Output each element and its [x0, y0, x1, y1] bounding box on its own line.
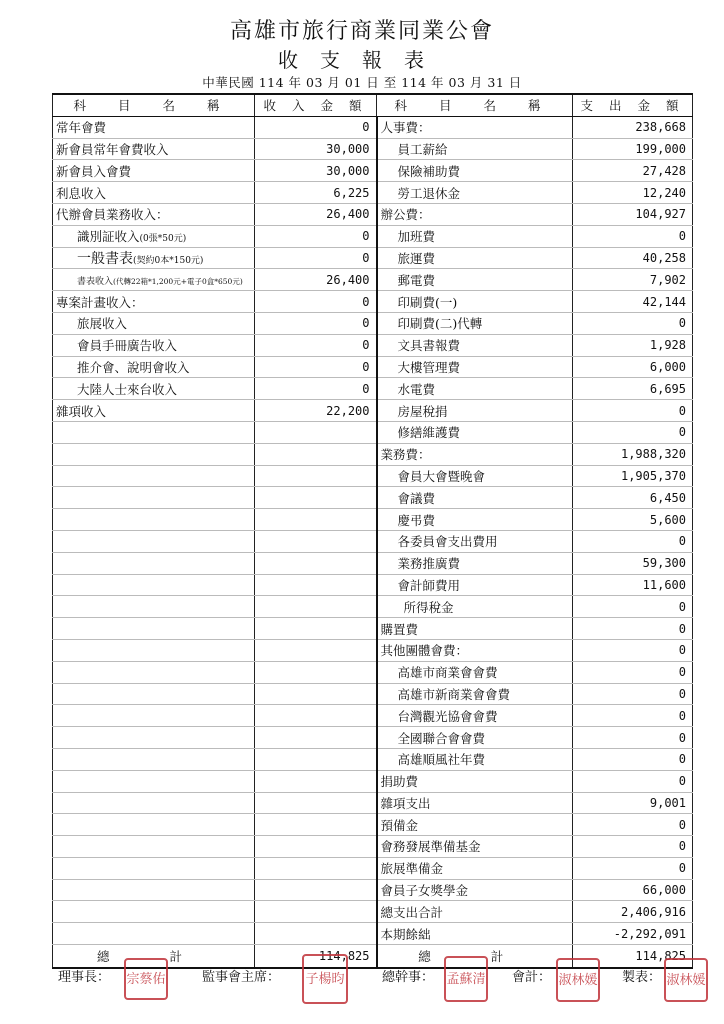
income-item-cell [53, 901, 255, 923]
expense-amount-cell: 1,905,370 [573, 465, 693, 487]
income-amount-cell [255, 748, 377, 770]
supervisor-seal-stamp: 子楊昀 [302, 954, 348, 1004]
expense-amount-cell: 2,406,916 [573, 901, 693, 923]
income-item-cell [53, 727, 255, 749]
expense-item-cell: 慶弔費 [377, 509, 573, 531]
income-amount-cell [255, 879, 377, 901]
expense-item-cell: 修繕維護費 [377, 421, 573, 443]
table-row [53, 138, 693, 160]
expense-amount-cell: 42,144 [573, 291, 693, 313]
income-amount-cell: 0 [255, 291, 377, 313]
table-row [53, 923, 693, 945]
income-item-cell [53, 487, 255, 509]
expense-item-cell: 其他團體會費： [377, 639, 573, 661]
expense-amount-cell: 40,258 [573, 247, 693, 269]
income-item-cell [53, 443, 255, 465]
table-row [53, 792, 693, 814]
income-item-cell [53, 661, 255, 683]
table-row [53, 182, 693, 204]
income-item-cell [53, 748, 255, 770]
income-amount-cell: 26,400 [255, 203, 377, 225]
expense-item-cell: 旅展準備金 [377, 857, 573, 879]
expense-item-cell: 房屋稅捐 [377, 400, 573, 422]
income-amount-cell [255, 596, 377, 618]
expense-item-cell: 高雄順風社年費 [377, 748, 573, 770]
expense-item-cell: 會務發展準備基金 [377, 836, 573, 858]
expense-item-cell: 購置費 [377, 618, 573, 640]
income-amount-cell: 26,400 [255, 269, 377, 291]
expense-item-cell: 勞工退休金 [377, 182, 573, 204]
income-item-label: 新會員常年會費收入 [56, 141, 169, 157]
expense-amount-cell: 1,988,320 [573, 443, 693, 465]
expense-amount-cell: 0 [573, 400, 693, 422]
income-amount-cell [255, 530, 377, 552]
income-item-note: (代轉22箱*1,200元+電子0盒*650元) [113, 277, 243, 287]
expense-amount-cell: 0 [573, 770, 693, 792]
income-item-cell [53, 552, 255, 574]
income-amount-cell [255, 792, 377, 814]
table-header-row [53, 94, 693, 116]
income-item-cell [53, 291, 255, 313]
income-item-cell [53, 574, 255, 596]
income-item-cell [53, 923, 255, 945]
income-item-cell [53, 705, 255, 727]
expense-item-cell: 雜項支出 [377, 792, 573, 814]
expense-amount-cell: 1,928 [573, 334, 693, 356]
table-row [53, 400, 693, 422]
table-row [53, 639, 693, 661]
income-item-cell [53, 509, 255, 531]
income-amount-cell [255, 901, 377, 923]
expense-total-label: 總 計 [377, 945, 573, 969]
expense-item-cell: 預備金 [377, 814, 573, 836]
expense-item-cell: 水電費 [377, 378, 573, 400]
expense-item-cell: 本期餘絀 [377, 923, 573, 945]
income-amount-cell [255, 421, 377, 443]
accountant-seal-stamp: 淑林媛 [556, 958, 600, 1002]
expense-amount-cell: 6,000 [573, 356, 693, 378]
expense-amount-cell: 0 [573, 225, 693, 247]
expense-item-cell: 各委員會支出費用 [377, 530, 573, 552]
income-amount-cell: 30,000 [255, 138, 377, 160]
table-row [53, 509, 693, 531]
expense-item-cell: 會員大會暨晚會 [377, 465, 573, 487]
table-row [53, 421, 693, 443]
supervisor-label: 監事會主席： [202, 970, 281, 985]
report-org-title: 高雄市旅行商業同業公會 [229, 19, 494, 44]
income-amount-cell: 30,000 [255, 160, 377, 182]
expense-item-cell: 高雄市新商業會會費 [377, 683, 573, 705]
table-row [53, 247, 693, 269]
expense-amount-cell: 0 [573, 421, 693, 443]
expense-amount-cell: 59,300 [573, 552, 693, 574]
income-amount-cell: 0 [255, 356, 377, 378]
table-row [53, 269, 693, 291]
income-item-label: 書表收入 [77, 277, 114, 288]
income-amount-cell [255, 923, 377, 945]
expense-item-cell: 高雄市商業會會費 [377, 661, 573, 683]
income-item-cell [53, 312, 255, 334]
income-total-amount: 114,825 [255, 945, 377, 969]
income-item-cell [53, 639, 255, 661]
expense-item-cell: 台灣觀光協會會費 [377, 705, 573, 727]
table-row [53, 683, 693, 705]
income-item-label: 新會員入會費 [56, 163, 132, 179]
chairman-seal-stamp: 宗蔡佑 [124, 958, 168, 1000]
income-amount-cell [255, 727, 377, 749]
expense-item-cell: 全國聯合會會費 [377, 727, 573, 749]
income-item-cell [53, 792, 255, 814]
expense-item-cell: 業務費： [377, 443, 573, 465]
income-amount-cell: 0 [255, 225, 377, 247]
chairman-label: 理事長： [58, 970, 111, 985]
expense-total-amount: 114,825 [573, 945, 693, 969]
table-row [53, 116, 693, 138]
income-amount-cell [255, 618, 377, 640]
expense-amount-cell: 0 [573, 530, 693, 552]
table-row [53, 356, 693, 378]
expense-amount-cell: 66,000 [573, 879, 693, 901]
expense-amount-cell: 0 [573, 661, 693, 683]
expense-amount-cell: 11,600 [573, 574, 693, 596]
income-item-cell [53, 836, 255, 858]
income-amount-header: 收 入 金 額 [255, 94, 377, 116]
table-row [53, 836, 693, 858]
table-row [53, 770, 693, 792]
income-item-cell [53, 356, 255, 378]
table-row [53, 574, 693, 596]
expense-amount-cell: 12,240 [573, 182, 693, 204]
expense-item-cell: 印刷費(二)代轉 [377, 312, 573, 334]
table-row [53, 378, 693, 400]
preparer-label: 製表： [622, 970, 662, 985]
table-row [53, 596, 693, 618]
income-item-cell [53, 770, 255, 792]
expense-amount-cell: 9,001 [573, 792, 693, 814]
income-amount-cell [255, 836, 377, 858]
income-total-label: 總 計 [53, 945, 255, 969]
table-body [53, 116, 693, 944]
table-row [53, 487, 693, 509]
income-item-label: 一般書表 [77, 250, 133, 267]
preparer-seal-stamp: 淑林媛 [664, 958, 708, 1002]
table-row [53, 225, 693, 247]
report-subtitle: 收支報表 [278, 48, 446, 72]
income-item-label: 專案計畫收入： [56, 294, 144, 310]
income-item-cell [53, 269, 255, 291]
expense-amount-cell: 5,600 [573, 509, 693, 531]
table-row [53, 443, 693, 465]
expense-item-cell: 業務推廣費 [377, 552, 573, 574]
expense-item-cell: 旅運費 [377, 247, 573, 269]
table-row [53, 618, 693, 640]
income-amount-cell: 6,225 [255, 182, 377, 204]
income-amount-cell [255, 443, 377, 465]
income-item-cell [53, 596, 255, 618]
expense-amount-cell: 0 [573, 814, 693, 836]
income-item-note: (0張*50元) [139, 234, 187, 245]
income-amount-cell [255, 509, 377, 531]
table-row [53, 814, 693, 836]
income-amount-cell: 0 [255, 378, 377, 400]
table-row [53, 748, 693, 770]
table-row [53, 879, 693, 901]
expense-item-cell: 大樓管理費 [377, 356, 573, 378]
expense-amount-header: 支 出 金 額 [573, 94, 693, 116]
income-item-cell [53, 618, 255, 640]
income-amount-cell [255, 770, 377, 792]
income-amount-cell [255, 857, 377, 879]
income-item-label: 大陸人士來台收入 [77, 381, 178, 397]
income-item-label: 會員手冊廣告收入 [77, 338, 178, 354]
income-item-cell [53, 683, 255, 705]
expense-amount-cell: 0 [573, 727, 693, 749]
income-item-cell [53, 530, 255, 552]
expense-amount-cell: 199,000 [573, 138, 693, 160]
income-item-cell [53, 400, 255, 422]
expense-amount-cell: -2,292,091 [573, 923, 693, 945]
table-row [53, 291, 693, 313]
table-row [53, 901, 693, 923]
income-item-label: 推介會、說明會收入 [77, 359, 190, 375]
income-item-cell [53, 225, 255, 247]
table-row [53, 661, 693, 683]
income-item-note: (契約0本*150元) [133, 255, 204, 266]
expense-item-cell: 辦公費： [377, 203, 573, 225]
income-amount-cell [255, 814, 377, 836]
report-period: 中華民國 114 年 03 月 01 日 至 114 年 03 月 31 日 [202, 75, 522, 90]
table-row [53, 465, 693, 487]
income-amount-cell [255, 639, 377, 661]
expense-amount-cell: 0 [573, 639, 693, 661]
expense-item-cell: 保險補助費 [377, 160, 573, 182]
table-row [53, 857, 693, 879]
expense-amount-cell: 104,927 [573, 203, 693, 225]
table-row [53, 312, 693, 334]
expense-amount-cell: 0 [573, 857, 693, 879]
expense-amount-cell: 0 [573, 596, 693, 618]
expense-item-header: 科 目 名 稱 [377, 94, 573, 116]
table-row [53, 203, 693, 225]
table-row [53, 530, 693, 552]
expense-item-cell: 印刷費(一) [377, 291, 573, 313]
income-item-cell [53, 857, 255, 879]
income-item-label: 旅展收入 [77, 316, 128, 332]
income-item-cell [53, 879, 255, 901]
expense-amount-cell: 6,695 [573, 378, 693, 400]
income-item-label: 常年會費 [56, 120, 107, 136]
income-amount-cell [255, 683, 377, 705]
income-amount-cell [255, 552, 377, 574]
expense-item-cell: 捐助費 [377, 770, 573, 792]
expense-amount-cell: 0 [573, 618, 693, 640]
expense-item-cell: 人事費： [377, 116, 573, 138]
table-row [53, 160, 693, 182]
expense-amount-cell: 0 [573, 748, 693, 770]
income-item-cell [53, 116, 255, 138]
expense-amount-cell: 0 [573, 683, 693, 705]
expense-amount-cell: 27,428 [573, 160, 693, 182]
income-amount-cell [255, 487, 377, 509]
expense-amount-cell: 0 [573, 312, 693, 334]
income-item-cell [53, 334, 255, 356]
income-amount-cell [255, 465, 377, 487]
income-amount-cell [255, 661, 377, 683]
expense-item-cell: 會員子女獎學金 [377, 879, 573, 901]
expense-item-cell: 郵電費 [377, 269, 573, 291]
income-item-cell [53, 160, 255, 182]
table-row [53, 334, 693, 356]
expense-item-cell: 所得稅金 [377, 596, 573, 618]
income-item-cell [53, 247, 255, 269]
income-item-cell [53, 203, 255, 225]
income-item-cell [53, 138, 255, 160]
income-item-label: 代辦會員業務收入： [56, 207, 169, 223]
secretary-general-label: 總幹事： [382, 970, 435, 985]
income-item-label: 識別証收入 [77, 229, 140, 245]
expense-amount-cell: 238,668 [573, 116, 693, 138]
expense-amount-cell: 7,902 [573, 269, 693, 291]
expense-amount-cell: 0 [573, 705, 693, 727]
income-item-label: 雜項收入 [56, 403, 107, 419]
income-amount-cell: 0 [255, 312, 377, 334]
income-amount-cell: 22,200 [255, 400, 377, 422]
income-item-cell [53, 814, 255, 836]
expense-amount-cell: 0 [573, 836, 693, 858]
income-amount-cell: 0 [255, 334, 377, 356]
table-row [53, 552, 693, 574]
income-item-cell [53, 421, 255, 443]
signature-area [52, 956, 712, 1012]
income-amount-cell: 0 [255, 247, 377, 269]
expense-item-cell: 會計師費用 [377, 574, 573, 596]
expense-item-cell: 員工薪給 [377, 138, 573, 160]
income-amount-cell [255, 705, 377, 727]
income-amount-cell [255, 574, 377, 596]
expense-item-cell: 文具書報費 [377, 334, 573, 356]
table-row [53, 727, 693, 749]
expense-item-cell: 總支出合計 [377, 901, 573, 923]
secretary-general-seal-stamp: 孟蘇清 [444, 956, 488, 1002]
income-item-cell [53, 182, 255, 204]
income-item-header: 科 目 名 稱 [53, 94, 255, 116]
income-amount-cell: 0 [255, 116, 377, 138]
income-item-cell [53, 378, 255, 400]
income-item-label: 利息收入 [56, 185, 107, 201]
accountant-label: 會計： [512, 970, 552, 985]
expense-amount-cell: 6,450 [573, 487, 693, 509]
income-expense-table [52, 93, 693, 969]
expense-item-cell: 加班費 [377, 225, 573, 247]
income-item-cell [53, 465, 255, 487]
table-row [53, 705, 693, 727]
expense-item-cell: 會議費 [377, 487, 573, 509]
